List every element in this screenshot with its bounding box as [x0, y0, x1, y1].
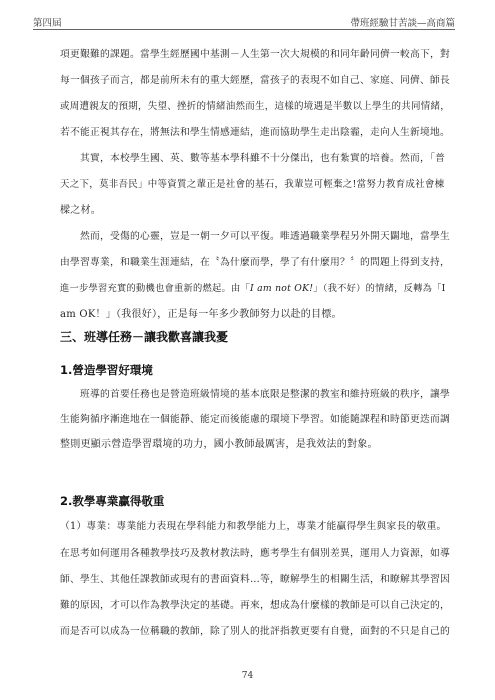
text-line: 難的原因，才可以作為教學決定的基礎。再來，想成為什麼樣的教師是可以自己決定的，: [60, 600, 450, 611]
text-line: 整則更顯示營造學習環境的功力，國小教師最厲害，是我效法的對象。: [60, 439, 378, 450]
header-rule: [33, 29, 455, 30]
emphasis-text: I am not OK!: [250, 283, 314, 294]
text-line: 若不能正視其存在，將無法和學生情感連結，進而協助學生走出陰霾，走向人生新境地。: [60, 127, 450, 138]
text-line: 或周遭親友的預期，失望、挫折的情緒油然而生，這樣的境遇是半數以上學生的共同情緒，: [60, 101, 451, 112]
text-line: [60, 283, 446, 295]
text-line: am OK！」（我很好），正是每一年多少教師努力以赴的目標。: [60, 309, 342, 320]
section-heading: 三、班導任務－讓我歡喜讓我憂: [60, 330, 229, 344]
text-segment: 進一步學習充實的動機也會重新的燃起。由「: [60, 283, 250, 294]
subsection-heading: 2.教學專業贏得敬重: [60, 494, 165, 508]
page-number: 74: [241, 671, 254, 681]
text-line: 項更艱難的課題。當學生經歷國中基測－人生第一次大規模的和同年齡同儕一較高下，對: [60, 49, 450, 60]
subsection-heading: 1.營造學習好環境: [60, 363, 153, 377]
text-segment: 」（我不好）的情緒，反轉為「I: [313, 283, 446, 294]
text-line: 由學習專業，和職業生涯連結，在〝為什麼而學，學了有什麼用？〞的問題上得到支持，: [60, 257, 450, 268]
running-header-left: 第四屆: [33, 18, 62, 29]
text-line: 然而，受傷的心靈，豈是一朝一夕可以平復。唯透過職業學程另外開天闢地，當學生: [80, 231, 450, 242]
text-line: 樑之材。: [60, 205, 101, 216]
text-line: 師、學生、其他任課教師或現有的書面資料…等，瞭解學生的相關生活，和瞭解其學習因: [60, 574, 450, 585]
text-line: 生能夠循序漸進地在一個能靜、能定而後能慮的環境下學習。如能隨課程和時節更迭而調: [60, 414, 450, 425]
text-line: 每一個孩子而言，都是前所未有的重大經歷，當孩子的表現不如自己、家庭、同儕、師長: [60, 75, 450, 86]
text-line: （1）專業：專業能力表現在學科能力和教學能力上，專業才能贏得學生與家長的敬重。: [60, 521, 447, 532]
text-line: 天之下，莫非吾民」中等資質之輩正是社會的基石，我輩豈可輕棄之!當努力教育成社會棟: [60, 179, 445, 190]
text-line: 而是否可以成為一位稱職的教師，除了別人的批評指教更要有自覺，面對的不只是自己的: [60, 626, 450, 637]
running-header-right: 帶班經驗甘苦談—高商篇: [350, 18, 455, 29]
text-line: 其實，本校學生國、英、數等基本學科雖不十分傑出，也有紮實的培養。然而，「普: [80, 153, 446, 164]
text-line: 在思考如何運用各種教學技巧及教材教法時，應考學生有個別差異，運用人力資源，如導: [60, 548, 450, 559]
text-line: 班導的首要任務也是營造班級情境的基本底限是整潔的教室和維持班級的秩序，讓學: [80, 389, 450, 400]
